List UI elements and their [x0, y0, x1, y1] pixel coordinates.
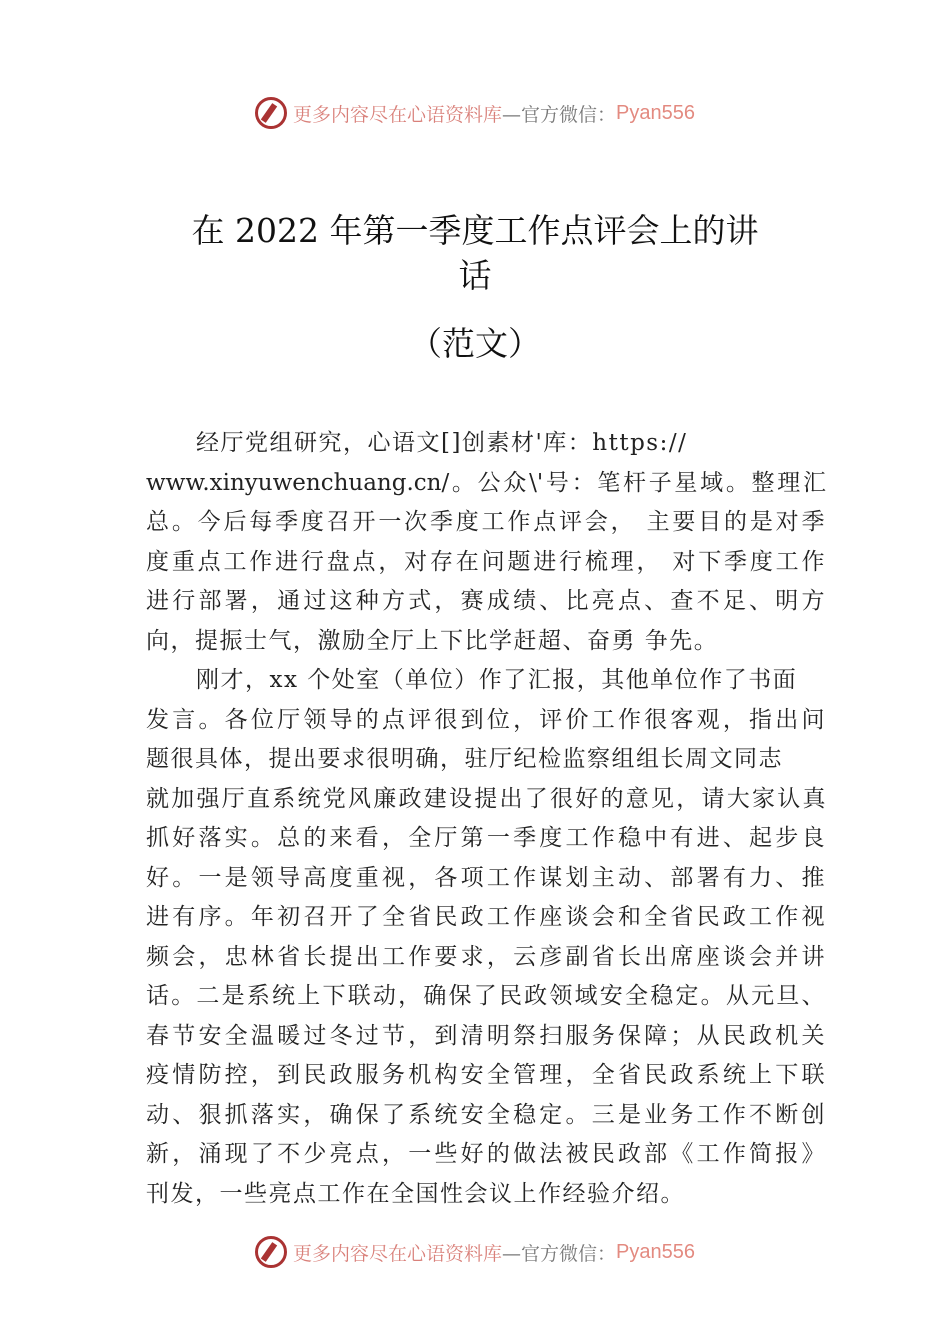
body-line: 总。今后每季度召开一次季度工作点评会， 主要目的是对季 — [146, 509, 826, 535]
body-line: 进行部署，通过这种方式，赛成绩、比亮点、查不足、明方 — [146, 588, 826, 614]
body-line: 向，提振士气，激励全厅上下比学赶超、奋勇 争先。 — [146, 627, 719, 654]
body-line: 刊发，一些亮点工作在全国性会议上作经验介绍。 — [146, 1180, 685, 1207]
body-line: 动、狠抓落实，确保了系统安全稳定。三是业务工作不断创 — [146, 1101, 826, 1128]
banner-wechat-id: Pyan556 — [616, 1240, 695, 1263]
watermark-banner-bottom — [0, 1232, 950, 1272]
body-line: 好。一是领导高度重视，各项工作谋划主动、部署有力、推 — [146, 864, 826, 891]
document-body — [146, 424, 826, 1214]
body-line: www.xinyuwenchuang.cn/。公众\'号：笔杆子星域。整理汇 — [146, 469, 826, 496]
pen-logo-icon — [255, 97, 287, 129]
body-line: 春节安全温暖过冬过节，到清明祭扫服务保障；从民政机关 — [146, 1022, 826, 1049]
body-line: 新，涌现了不少亮点，一些好的做法被民政部《工作简报》 — [146, 1141, 826, 1167]
body-line: 话。二是系统上下联动，确保了民政领域安全稳定。从元旦、 — [146, 983, 826, 1009]
pen-logo-icon — [255, 1236, 287, 1268]
document-subtitle: （范文） — [409, 324, 541, 363]
body-line: 度重点工作进行盘点，对存在问题进行梳理， 对下季度工作 — [146, 548, 826, 575]
body-line: 经厅党组研究，心语文[]创素材'库：https:// — [196, 430, 688, 456]
body-line: 疫情防控，到民政服务机构安全管理，全省民政系统上下联 — [146, 1062, 826, 1088]
banner-text: 更多内容尽在心语资料库 — [293, 103, 503, 126]
body-line: 就加强厅直系统党风廉政建设提出了很好的意见，请大家认真 — [146, 785, 826, 812]
body-line: 进有序。年初召开了全省民政工作座谈会和全省民政工作视 — [146, 904, 826, 930]
document-title-cont: 话 — [458, 256, 492, 295]
body-line: 抓好落实。总的来看，全厅第一季度工作稳中有进、起步良 — [146, 825, 826, 851]
body-line: 刚才，xx 个处室（单位）作了汇报，其他单位作了书面 — [196, 667, 798, 693]
banner-text: 更多内容尽在心语资料库 — [293, 1242, 503, 1265]
body-line: 题很具体，提出要求很明确，驻厅纪检监察组组长周文同志 — [146, 746, 783, 772]
watermark-banner-top — [0, 93, 950, 133]
banner-text: —官方微信： — [502, 103, 617, 126]
body-line: 发言。各位厅领导的点评很到位，评价工作很客观，指出问 — [146, 706, 826, 733]
banner-wechat-id: Pyan556 — [616, 101, 695, 124]
body-line: 频会，忠林省长提出工作要求，云彦副省长出席座谈会并讲 — [146, 943, 826, 970]
banner-text: —官方微信： — [502, 1242, 617, 1265]
document-title: 在 2022 年第一季度工作点评会上的讲 — [191, 211, 759, 250]
